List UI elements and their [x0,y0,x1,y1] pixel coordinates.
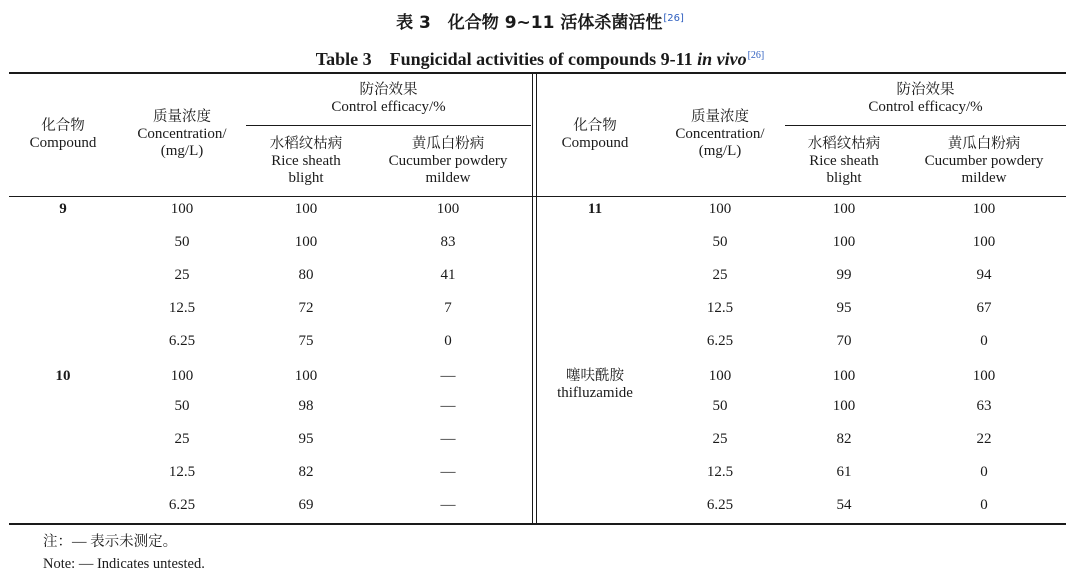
cell-rice-efficacy: 100 [832,398,856,414]
cell-cucumber-efficacy: 0 [980,333,988,349]
cell-cucumber-efficacy: 100 [972,201,996,217]
table-row [0,234,1080,254]
cell-rice-efficacy: 100 [832,201,856,217]
header-control-efficacy: 防治效果 Control efficacy/% [868,82,983,115]
cell-rice-efficacy: 72 [298,300,314,316]
header-concentration: 质量浓度 Concentration/ (mg/L) [137,109,227,159]
cell-concentration: 6.25 [706,333,734,349]
cell-rice-efficacy: 99 [836,267,852,283]
cell-compound-thifluzamide: 噻呋酰胺 thifluzamide [557,368,633,401]
cell-rice-efficacy: 95 [836,300,852,316]
cell-rice-efficacy: 100 [294,234,318,250]
cell-concentration: 50 [712,234,728,250]
cell-concentration: 6.25 [168,333,196,349]
cell-cucumber-efficacy: 7 [444,300,452,316]
cell-compound: 9 [59,201,67,217]
cell-concentration: 100 [170,201,194,217]
cell-cucumber-efficacy: 67 [976,300,992,316]
cell-rice-efficacy: 82 [836,431,852,447]
cell-rice-efficacy: 54 [836,497,852,513]
note-chinese: 注：— 表示未测定。 [43,534,178,550]
header-rice-sheath-blight: 水稻纹枯病 Rice sheath blight [807,136,881,186]
center-divider-2 [536,73,537,524]
cell-concentration: 12.5 [706,300,734,316]
cell-cucumber-efficacy: 22 [976,431,992,447]
cell-concentration: 6.25 [706,497,734,513]
header-compound: 化合物 Compound [29,118,97,151]
reference-link[interactable]: [26] [747,50,765,61]
cell-concentration: 25 [174,431,190,447]
cell-concentration: 12.5 [706,464,734,480]
header-concentration: 质量浓度 Concentration/ (mg/L) [675,109,765,159]
cell-rice-efficacy: 100 [832,234,856,250]
header-cucumber-powdery-mildew: 黄瓜白粉病 Cucumber powdery mildew [924,136,1044,186]
reference-link[interactable]: [26] [663,13,684,25]
cell-concentration: 50 [174,234,190,250]
header-rice-sheath-blight: 水稻纹枯病 Rice sheath blight [269,136,343,186]
table-title-english: Table 3 Fungicidal activities of compounds 9-11 in vivo[26] [315,49,765,69]
table-row [0,333,1080,353]
bottom-rule [9,523,1066,525]
cell-rice-efficacy: 61 [836,464,852,480]
cell-concentration: 12.5 [168,300,196,316]
cell-rice-efficacy: 82 [298,464,314,480]
cell-compound: 11 [587,201,603,217]
cell-cucumber-efficacy: 83 [440,234,456,250]
cell-cucumber-efficacy: — [440,464,456,480]
cell-cucumber-efficacy: 0 [980,464,988,480]
cell-rice-efficacy: 100 [832,368,856,384]
cell-concentration: 25 [174,267,190,283]
cell-concentration: 50 [712,398,728,414]
cell-cucumber-efficacy: 0 [980,497,988,513]
cell-concentration: 100 [170,368,194,384]
cell-rice-efficacy: 100 [294,368,318,384]
table-row [0,300,1080,320]
cell-compound: 10 [55,368,71,384]
cell-rice-efficacy: 95 [298,431,314,447]
cell-cucumber-efficacy: 100 [972,368,996,384]
cell-concentration: 12.5 [168,464,196,480]
cell-concentration: 6.25 [168,497,196,513]
cell-cucumber-efficacy: — [440,497,456,513]
efficacy-subrule-left [246,125,531,126]
cell-cucumber-efficacy: 94 [976,267,992,283]
cell-cucumber-efficacy: — [440,368,456,384]
cell-concentration: 25 [712,267,728,283]
cell-concentration: 100 [708,368,732,384]
table-row [0,431,1080,451]
header-compound: 化合物 Compound [561,118,629,151]
cell-rice-efficacy: 80 [298,267,314,283]
cell-cucumber-efficacy: — [440,431,456,447]
table-row [0,201,1080,221]
table-row [0,464,1080,484]
cell-cucumber-efficacy: 100 [972,234,996,250]
table-row [0,267,1080,287]
header-control-efficacy: 防治效果 Control efficacy/% [331,82,446,115]
cell-cucumber-efficacy: 63 [976,398,992,414]
cell-rice-efficacy: 98 [298,398,314,414]
table-row [0,398,1080,418]
cell-rice-efficacy: 69 [298,497,314,513]
table-title-chinese: 表 3 化合物 9~11 活体杀菌活性[26] [396,13,684,33]
cell-cucumber-efficacy: 41 [440,267,456,283]
header-cucumber-powdery-mildew: 黄瓜白粉病 Cucumber powdery mildew [388,136,508,186]
center-divider-1 [532,73,533,524]
cell-rice-efficacy: 75 [298,333,314,349]
note-english: Note: — Indicates untested. [43,556,205,572]
cell-concentration: 50 [174,398,190,414]
cell-rice-efficacy: 70 [836,333,852,349]
top-rule [9,72,1066,74]
cell-concentration: 25 [712,431,728,447]
efficacy-subrule-right [785,125,1066,126]
cell-cucumber-efficacy: — [440,398,456,414]
cell-rice-efficacy: 100 [294,201,318,217]
header-bottom-rule [9,196,1066,197]
cell-cucumber-efficacy: 100 [436,201,460,217]
cell-cucumber-efficacy: 0 [444,333,452,349]
table-row [0,497,1080,517]
cell-concentration: 100 [708,201,732,217]
